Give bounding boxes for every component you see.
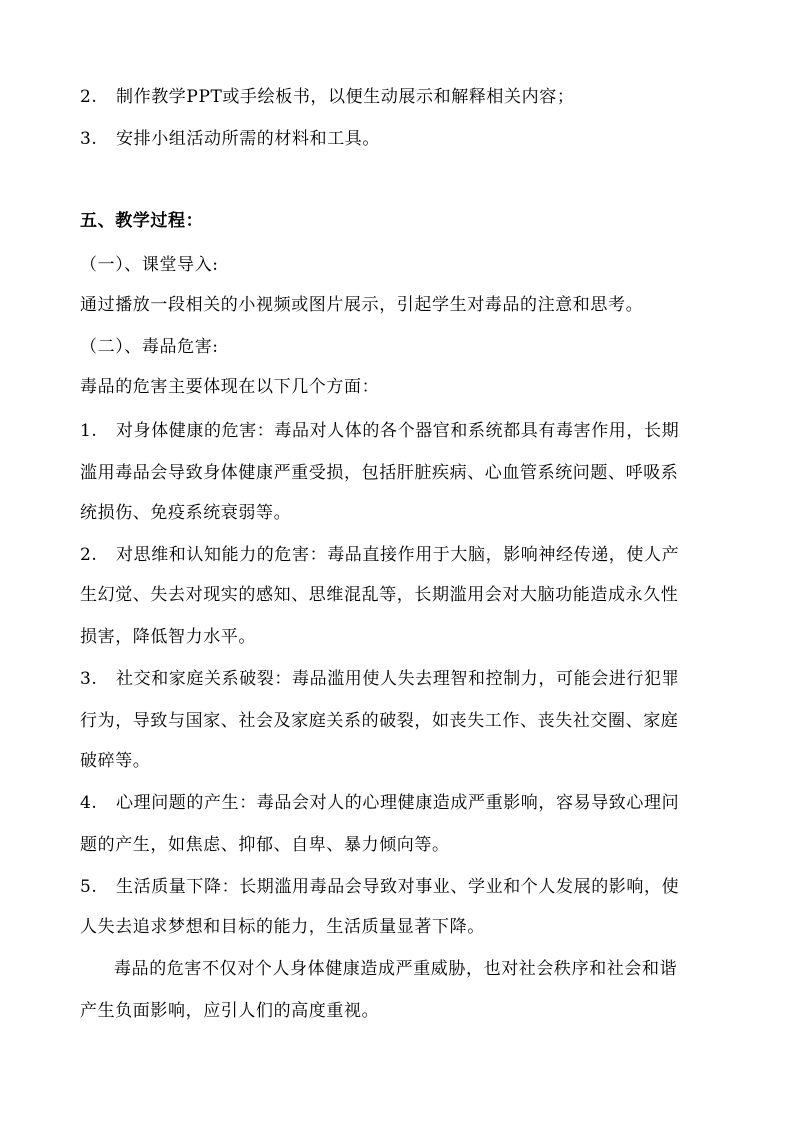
list-text: 对思维和认知能力的危害：毒品直接作用于大脑，影响神经传递，使人产: [116, 545, 680, 565]
list-text: 制作教学PPT或手绘板书，以便生动展示和解释相关内容；: [116, 87, 575, 107]
paragraph: 通过播放一段相关的小视频或图片展示，引起学生对毒品的注意和思考。: [80, 295, 644, 315]
list-item-continuation: 生幻觉、失去对现实的感知、思维混乱等，长期滥用会对大脑功能造成永久性: [80, 585, 679, 605]
list-item-continuation: 人失去追求梦想和目标的能力，生活质量显著下降。: [80, 917, 485, 937]
list-item-continuation: 行为，导致与国家、社会及家庭关系的破裂，如丧失工作、丧失社交圈、家庭: [80, 711, 679, 731]
list-number: 1.: [80, 421, 98, 441]
list-text: 社交和家庭关系破裂：毒品滥用使人失去理智和控制力，可能会进行犯罪: [116, 669, 680, 689]
section-heading: 五、教学过程：: [80, 211, 204, 231]
list-item-continuation: 题的产生，如焦虑、抑郁、自卑、暴力倾向等。: [80, 835, 450, 855]
list-item: [80, 792, 720, 814]
list-number: 2.: [80, 87, 98, 107]
subsection-title: （二）、毒品危害:: [80, 337, 219, 357]
list-text: 对身体健康的危害：毒品对人体的各个器官和系统都具有毒害作用，长期: [116, 421, 680, 441]
list-number: 3.: [80, 129, 98, 149]
list-item-continuation: 统损伤、免疫系统衰弱等。: [80, 503, 292, 523]
list-text: 安排小组活动所需的材料和工具。: [116, 129, 380, 149]
prep-item-2: [80, 86, 720, 108]
list-item-continuation: 损害，降低智力水平。: [80, 627, 256, 647]
list-number: 4.: [80, 793, 98, 813]
paragraph: 毒品的危害主要体现在以下几个方面：: [80, 377, 380, 397]
subsection-title: （一）、课堂导入:: [80, 255, 219, 275]
list-number: 5.: [80, 877, 98, 897]
list-text: 心理问题的产生：毒品会对人的心理健康造成严重影响，容易导致心理问: [116, 793, 680, 813]
list-item: [80, 668, 720, 690]
list-text: 生活质量下降：长期滥用毒品会导致对事业、学业和个人发展的影响，使: [116, 877, 680, 897]
summary-paragraph-continuation: 产生负面影响，应引人们的高度重视。: [80, 1001, 380, 1021]
list-item-continuation: 滥用毒品会导致身体健康严重受损，包括肝脏疾病、心血管系统问题、呼吸系: [80, 463, 679, 483]
list-item-continuation: 破碎等。: [80, 751, 151, 771]
list-number: 3.: [80, 669, 98, 689]
prep-item-3: [80, 128, 720, 150]
list-item: [80, 544, 720, 566]
list-item: [80, 876, 720, 898]
summary-paragraph: 毒品的危害不仅对个人身体健康造成严重威胁，也对社会秩序和社会和谐: [114, 959, 678, 979]
list-number: 2.: [80, 545, 98, 565]
list-item: [80, 420, 720, 442]
